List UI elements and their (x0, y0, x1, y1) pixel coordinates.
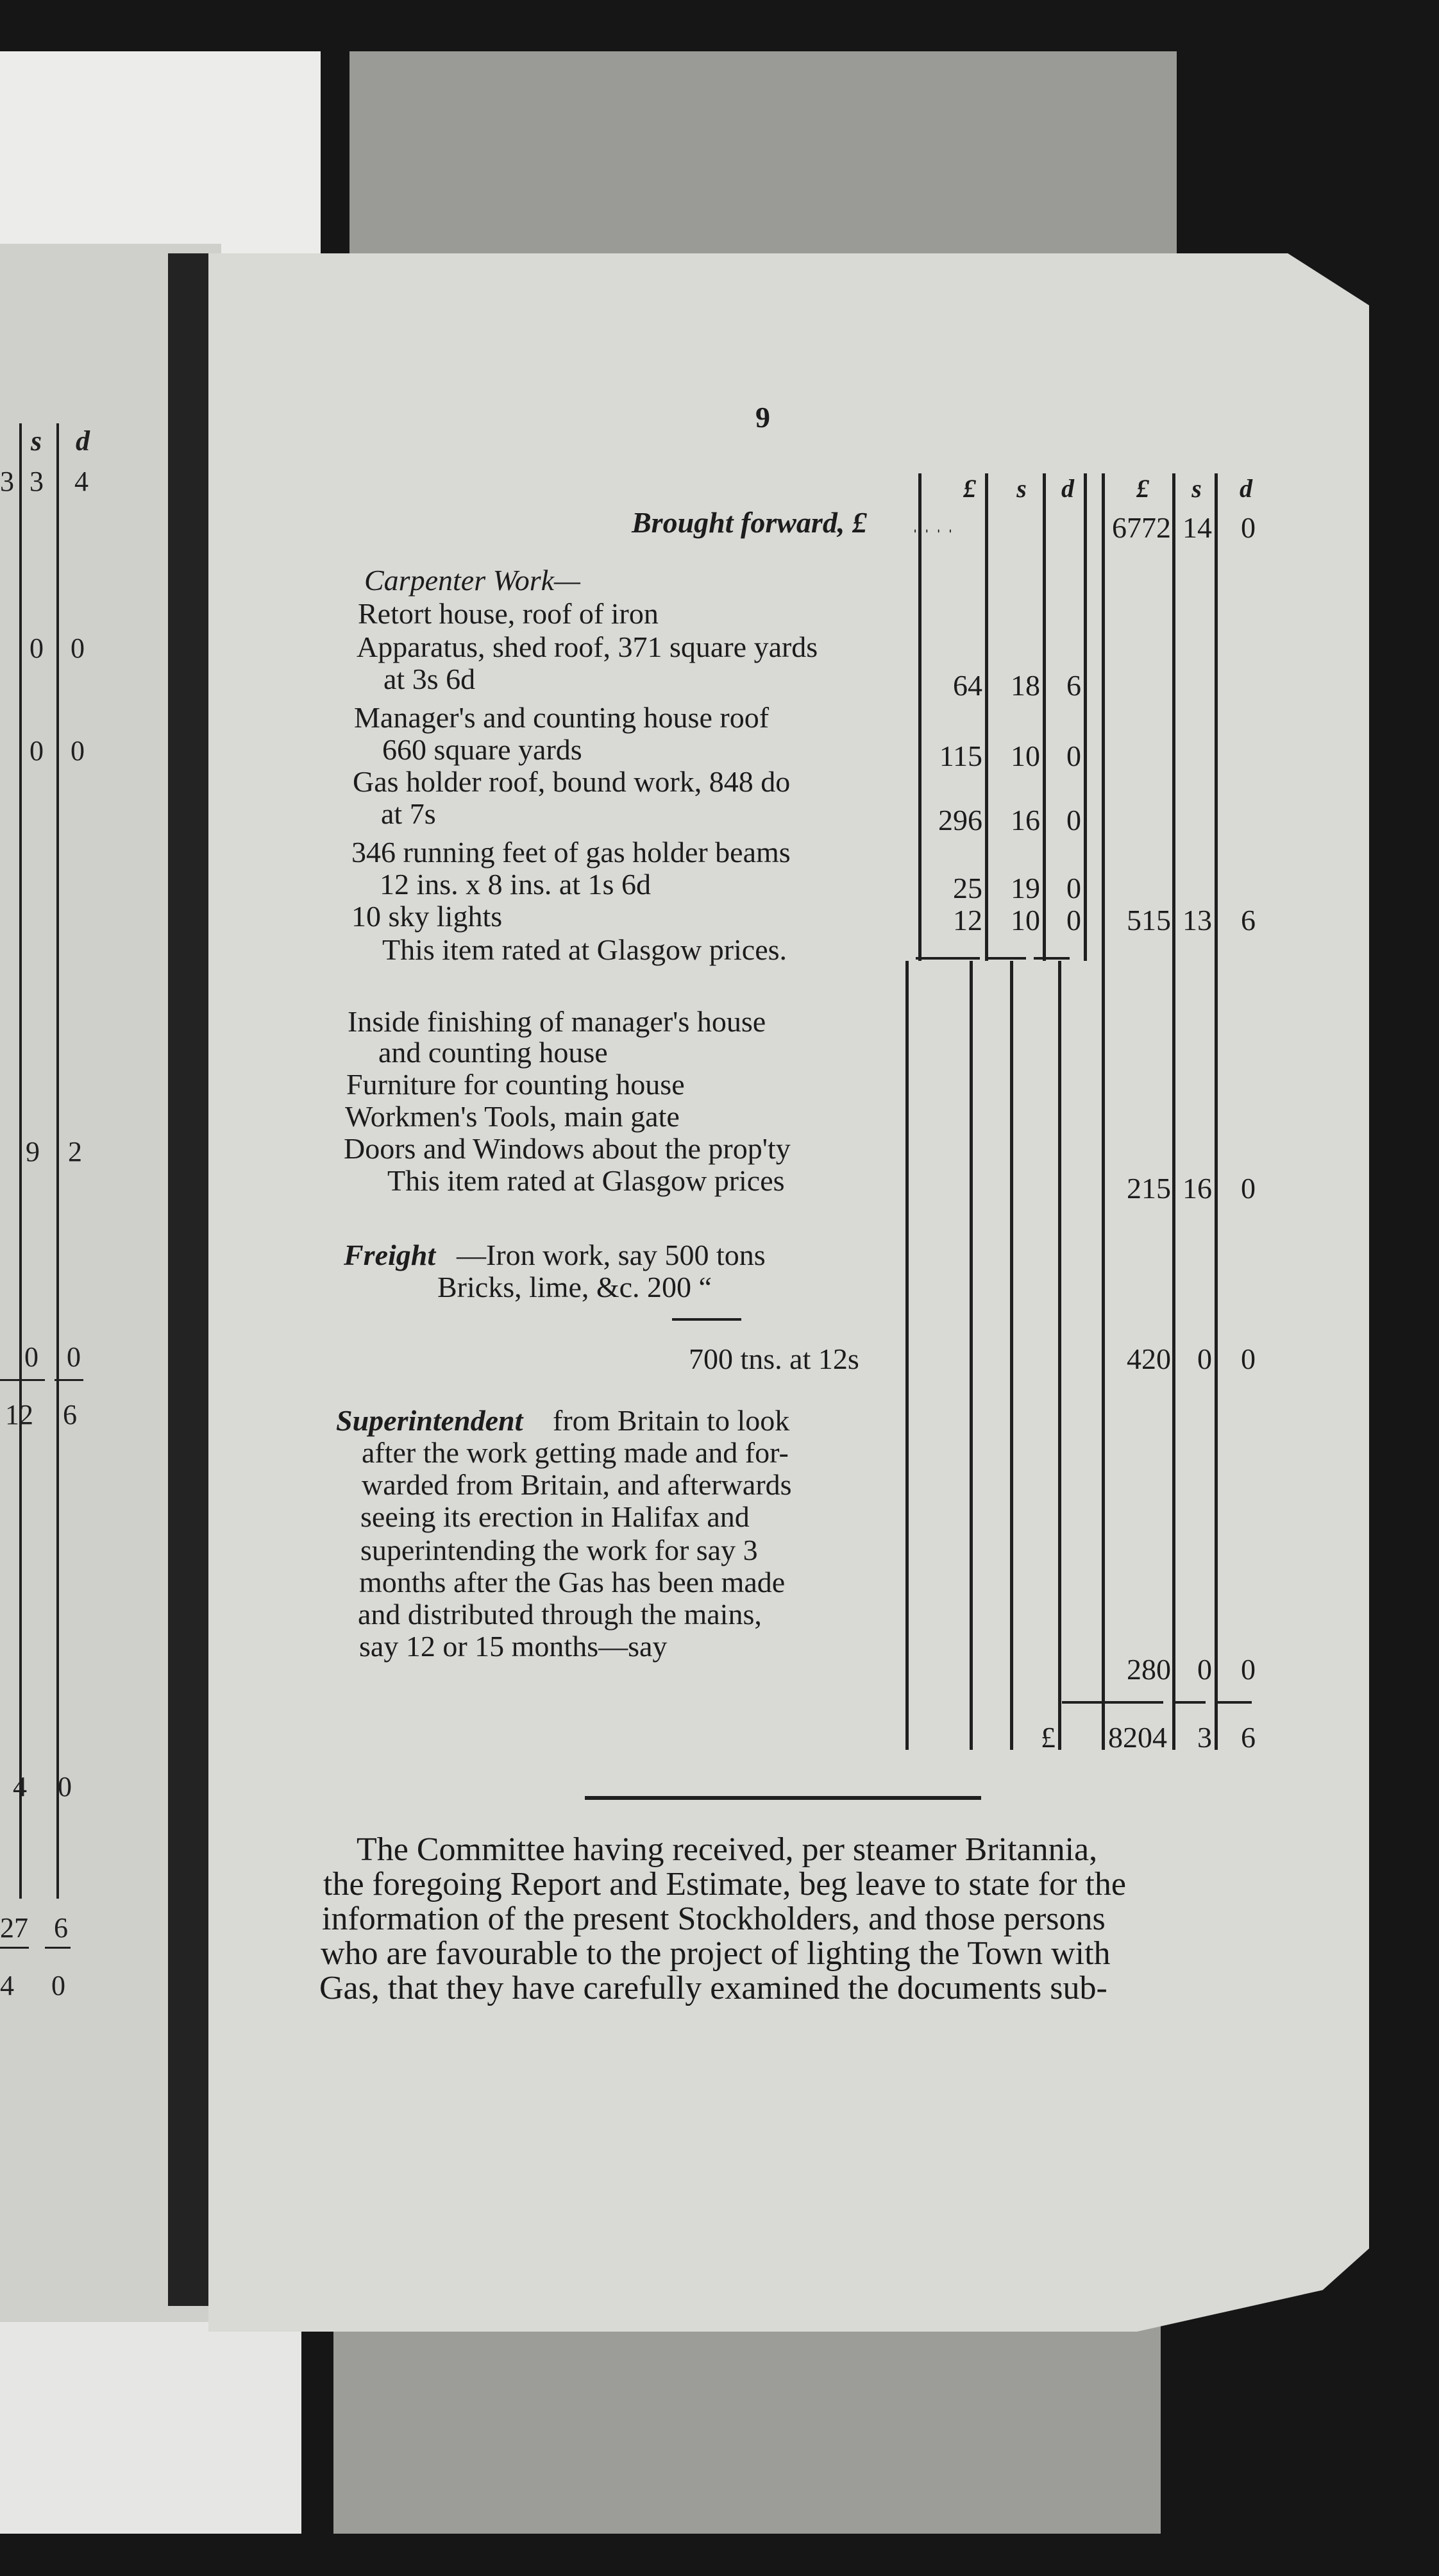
carpenter-total-shillings: 13 (1182, 904, 1212, 936)
paragraph-line: the foregoing Report and Estimate, beg leave to state for the (323, 1866, 1126, 1902)
freight-line: Bricks, lime, &c. 200 “ (437, 1271, 712, 1303)
item-line: Retort house, roof of iron (358, 597, 659, 630)
subtotal-rule (988, 957, 1026, 960)
carpenter-total-pence: 6 (1241, 904, 1256, 936)
grand-total-rule (1217, 1701, 1252, 1704)
finishing-line: This item rated at Glasgow prices (387, 1164, 785, 1197)
superintendent-line: after the work getting made and for- (362, 1436, 789, 1469)
item-pence: 0 (1066, 904, 1081, 936)
column-rule (1215, 473, 1218, 1750)
superintendent-label: Superintendent (336, 1404, 523, 1437)
brought-forward-dots: . . . . (910, 506, 952, 539)
carpenter-total-pounds: 515 (1127, 904, 1171, 936)
finishing-total-shillings: 16 (1182, 1172, 1212, 1205)
item-pounds: 12 (953, 904, 982, 936)
grand-total-rule (1175, 1701, 1206, 1704)
superintendent-line: and distributed through the mains, (358, 1598, 762, 1631)
freight-label: Freight (344, 1239, 436, 1271)
prev-cell: 0 (71, 735, 85, 767)
item-pence: 0 (1066, 804, 1081, 836)
grand-total-rule (1062, 1701, 1163, 1704)
item-pounds: 115 (939, 740, 982, 772)
item-line: This item rated at Glasgow prices. (382, 933, 787, 966)
carpenter-work-heading: Carpenter Work— (364, 564, 580, 597)
superintendent-line: say 12 or 15 months—say (359, 1630, 668, 1663)
freight-line: —Iron work, say 500 tons (457, 1239, 766, 1271)
item-pence: 6 (1066, 669, 1081, 702)
freight-total-pounds: 420 (1127, 1343, 1171, 1375)
brought-forward-shillings: 14 (1182, 511, 1212, 544)
item-line: 660 square yards (382, 733, 582, 766)
item-line: 12 ins. x 8 ins. at 1s 6d (380, 868, 651, 901)
finishing-line: Doors and Windows about the prop'ty (344, 1132, 791, 1165)
finishing-line: Furniture for counting house (346, 1068, 685, 1101)
item-line: Manager's and counting house roof (354, 701, 770, 734)
superintendent-line: superintending the work for say 3 (360, 1534, 758, 1566)
paragraph-line: information of the present Stockholders, and those persons (322, 1901, 1106, 1937)
item-line: 346 running feet of gas holder beams (351, 836, 791, 869)
finishing-line: Inside finishing of manager's house (348, 1005, 766, 1038)
paragraph-line: who are favourable to the project of lighting the Town with (321, 1935, 1111, 1972)
superintendent-total-pence: 0 (1241, 1653, 1256, 1686)
subtotal-rule (916, 957, 980, 960)
prev-cell: 3 (29, 466, 44, 497)
grand-total-currency: £ (1041, 1721, 1056, 1754)
column-rule (905, 961, 909, 1750)
prev-cell: 6 (54, 1912, 68, 1944)
item-line: at 3s 6d (383, 663, 476, 695)
column-rule (1084, 473, 1087, 961)
superintendent-line: months after the Gas has been made (359, 1566, 786, 1598)
freight-line: 700 tns. at 12s (689, 1343, 859, 1375)
freight-total-pence: 0 (1241, 1343, 1256, 1375)
item-line: Apparatus, shed roof, 371 square yards (357, 631, 818, 663)
header-pounds-total: £ (1136, 474, 1149, 503)
superintendent-line: warded from Britain, and afterwards (362, 1468, 792, 1501)
prev-cell: 0 (29, 735, 44, 767)
prev-cell: 0 (58, 1771, 72, 1802)
column-rule (1010, 961, 1013, 1750)
prev-cell: 4 (13, 1771, 27, 1802)
grand-total-pence: 6 (1241, 1721, 1256, 1754)
prev-cell: 2 (68, 1136, 82, 1167)
item-pence: 0 (1066, 740, 1081, 772)
prev-cell: 0 (71, 632, 85, 664)
superintendent-line: from Britain to look (553, 1404, 790, 1437)
prev-cell: 0 (29, 632, 44, 664)
prev-header-s: s (31, 425, 42, 457)
superintendent-line: seeing its erection in Halifax and (360, 1500, 750, 1533)
item-shillings: 16 (1011, 804, 1040, 836)
item-shillings: 10 (1011, 904, 1040, 936)
prev-header-d: d (76, 425, 90, 457)
item-shillings: 10 (1011, 740, 1040, 772)
brought-forward-label: Brought forward, £ (632, 506, 867, 539)
section-divider (585, 1796, 981, 1800)
prev-cell: 3 (0, 466, 14, 497)
paragraph-line: The Committee having received, per steamer Britannia, (357, 1831, 1098, 1868)
prev-cell: 27 (0, 1912, 28, 1944)
item-pounds: 296 (938, 804, 982, 836)
item-shillings: 19 (1011, 872, 1040, 904)
subtotal-rule (1034, 957, 1070, 960)
finishing-total-pence: 0 (1241, 1172, 1256, 1205)
prev-cell: 0 (51, 1970, 65, 2001)
freight-total-shillings: 0 (1197, 1343, 1212, 1375)
prev-cell: 0 (67, 1341, 81, 1373)
header-pounds: £ (963, 474, 976, 503)
finishing-line: and counting house (378, 1036, 608, 1069)
column-rule (1172, 473, 1175, 1750)
superintendent-total-shillings: 0 (1197, 1653, 1212, 1686)
prev-cell: 6 (63, 1399, 77, 1430)
prev-cell: 4 (74, 466, 88, 497)
prev-cell: 9 (26, 1136, 40, 1167)
item-pounds: 25 (953, 872, 982, 904)
item-line: 10 sky lights (351, 900, 503, 933)
column-rule (970, 961, 973, 1750)
header-pence: d (1061, 474, 1074, 503)
grand-total-pounds: 8204 (1108, 1721, 1167, 1754)
header-shillings-total: s (1191, 474, 1202, 503)
column-rule (1043, 473, 1046, 961)
freight-sum-rule (672, 1318, 741, 1321)
column-rule (1102, 473, 1105, 1750)
header-pence-total: d (1240, 474, 1252, 503)
brought-forward-pence: 0 (1241, 511, 1256, 544)
grand-total-shillings: 3 (1197, 1721, 1212, 1754)
column-rule (1058, 961, 1061, 1750)
finishing-total-pounds: 215 (1127, 1172, 1171, 1205)
header-shillings: s (1016, 474, 1027, 503)
item-pence: 0 (1066, 872, 1081, 904)
column-rule (985, 473, 988, 961)
finishing-line: Workmen's Tools, main gate (345, 1100, 680, 1133)
item-line: at 7s (381, 797, 436, 830)
paragraph-line: Gas, that they have carefully examined the documents sub- (319, 1970, 1107, 2006)
prev-cell: 4 (0, 1970, 14, 2001)
item-pounds: 64 (953, 669, 982, 702)
superintendent-total-pounds: 280 (1127, 1653, 1171, 1686)
item-line: Gas holder roof, bound work, 848 do (353, 765, 791, 798)
item-shillings: 18 (1011, 669, 1040, 702)
page-number: 9 (755, 401, 770, 434)
brought-forward-pounds: 6772 (1112, 511, 1171, 544)
prev-cell: 12 (5, 1399, 33, 1430)
prev-cell: 0 (24, 1341, 38, 1373)
